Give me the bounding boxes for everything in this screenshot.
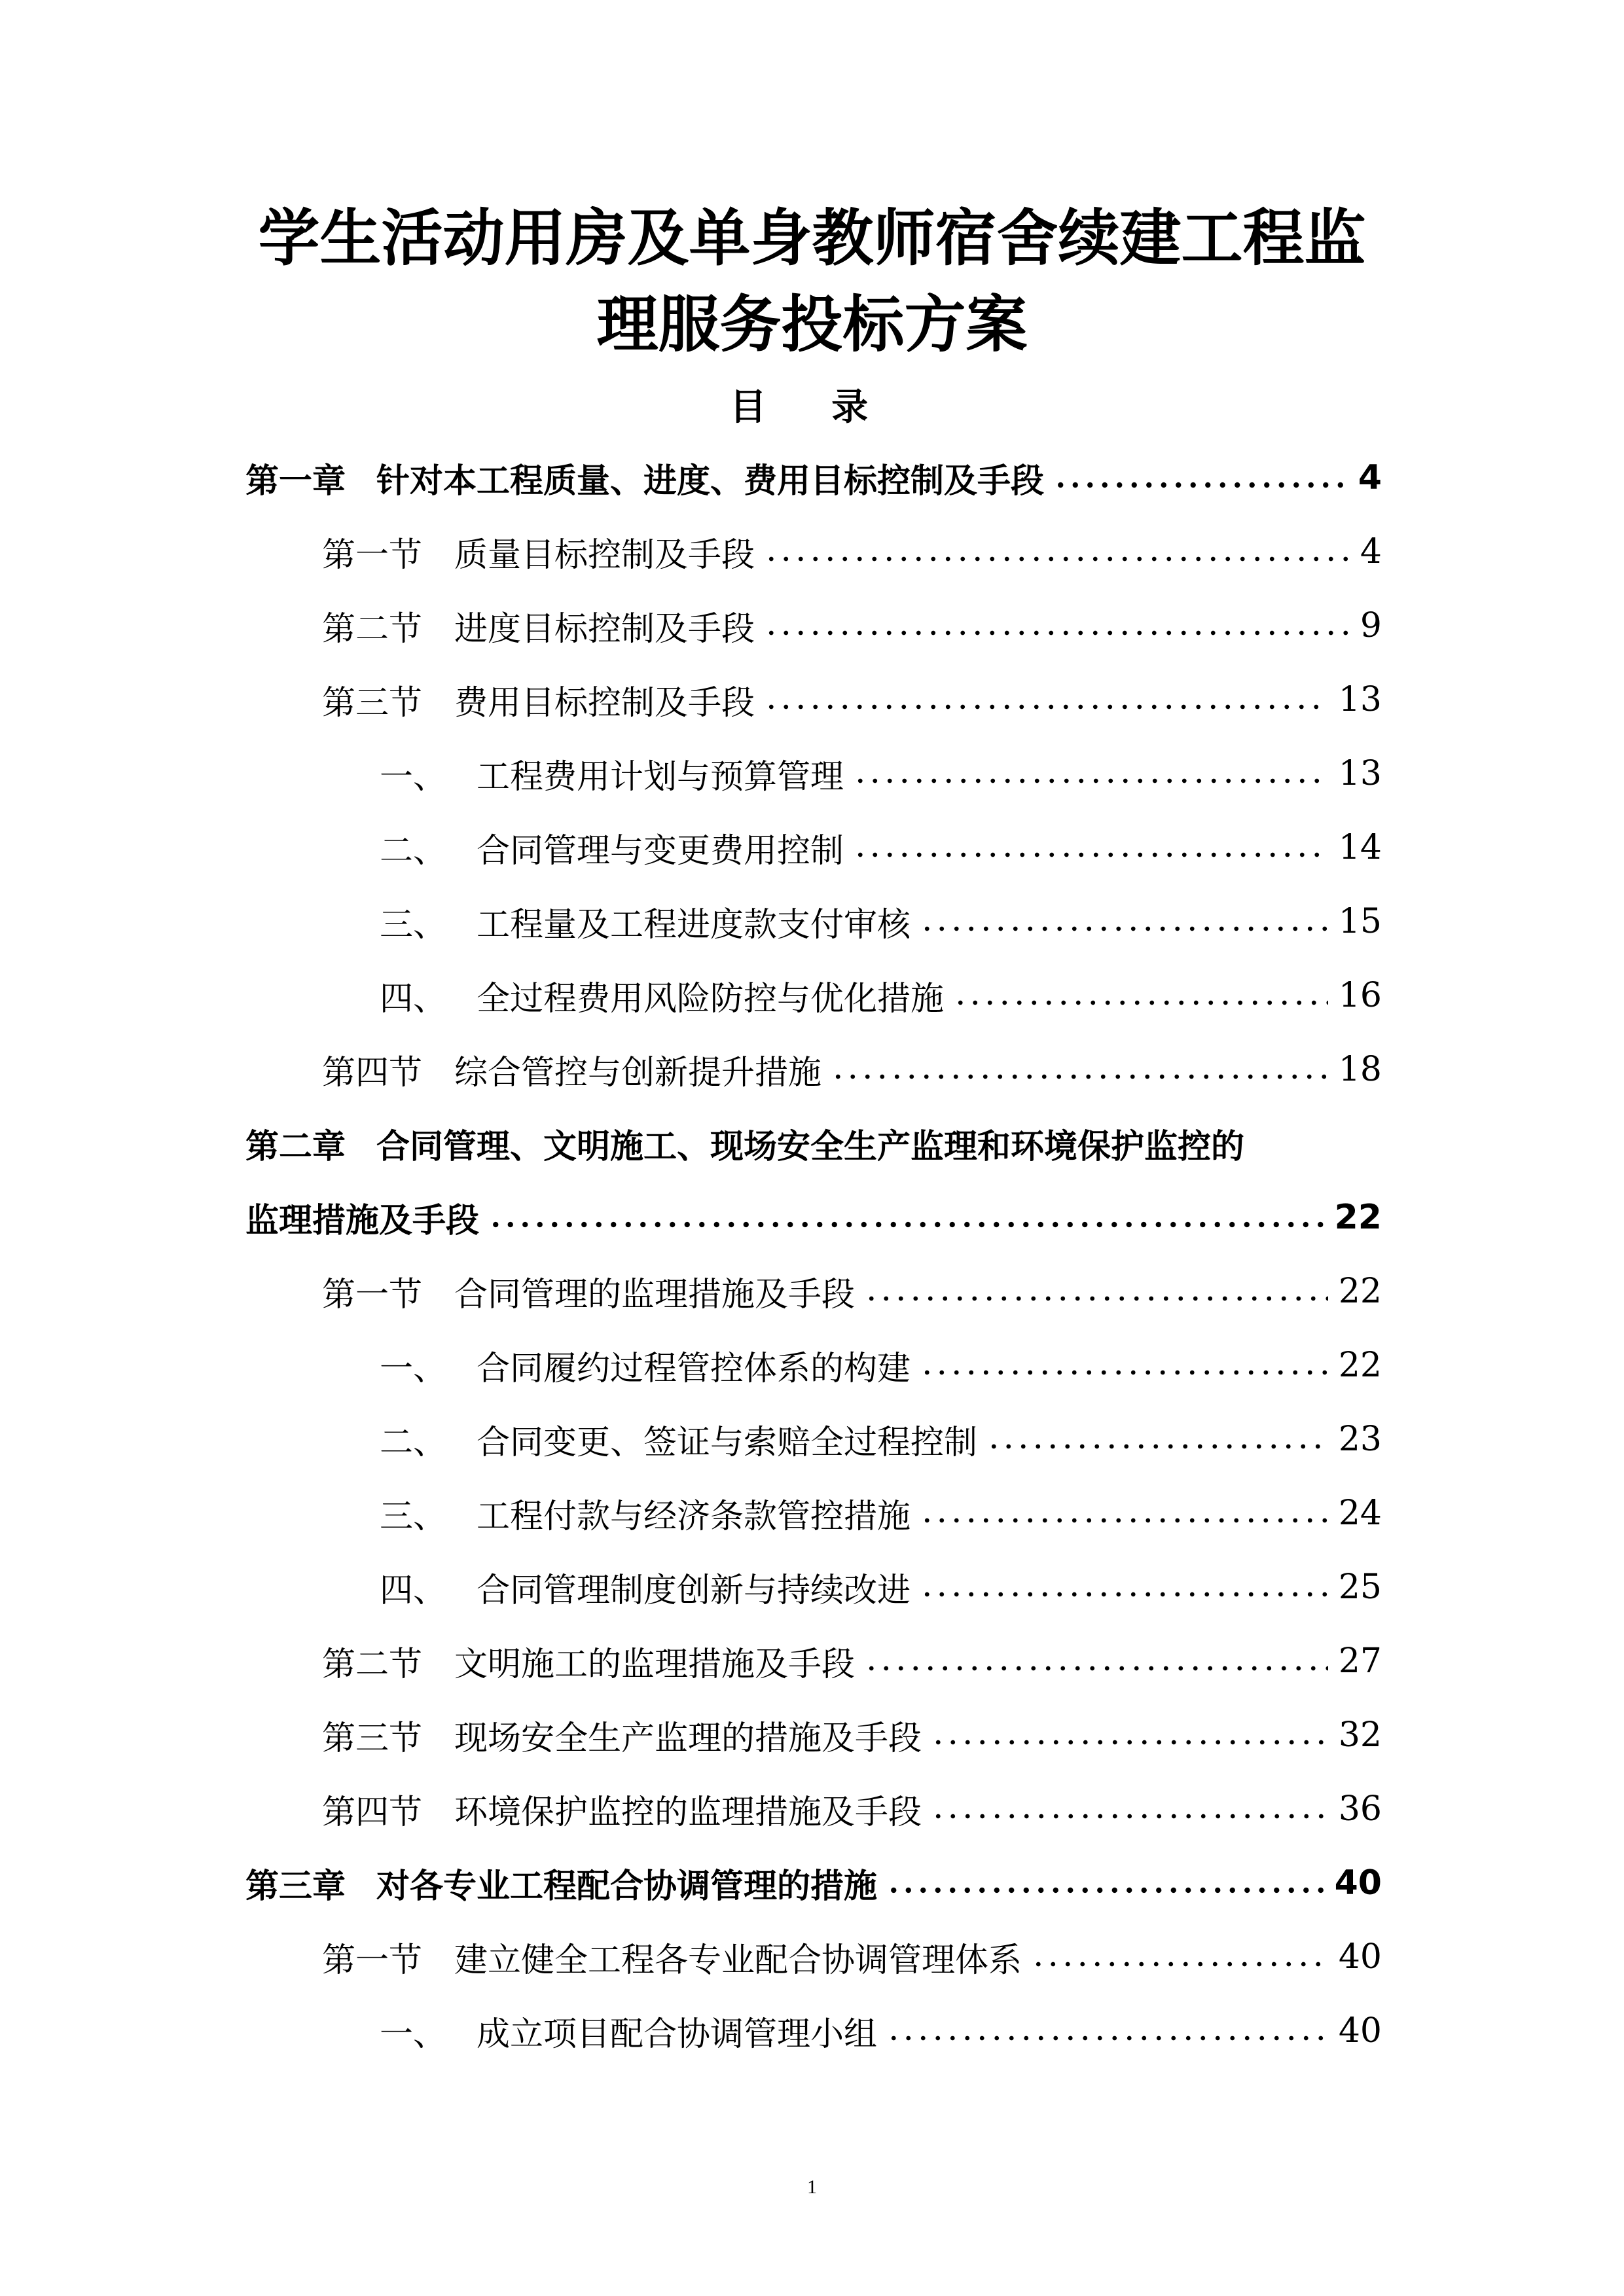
toc-entry-section[interactable] [0, 1632, 1624, 1691]
toc-entry-number: 四、 [380, 980, 447, 1018]
dot-leader [764, 703, 1328, 711]
toc-entry-text: 全过程费用风险防控与优化措施 [477, 980, 945, 1018]
toc-entry-section[interactable] [0, 1262, 1624, 1321]
toc-entry-section[interactable] [0, 670, 1624, 729]
toc-entry-text: 工程费用计划与预算管理 [477, 758, 844, 797]
toc-entry-number: 第三节 [322, 684, 423, 723]
toc-entry-section[interactable] [0, 1040, 1624, 1099]
toc-entry-text: 工程付款与经济条款管控措施 [477, 1498, 911, 1536]
toc-entry-page: 40 [1334, 1863, 1382, 1903]
toc-entry-number: 二、 [380, 1424, 447, 1462]
toc-entry-text: 成立项目配合协调管理小组 [477, 2015, 878, 2054]
toc-entry-subsection[interactable] [0, 1336, 1624, 1395]
toc-heading: 目 录 [729, 386, 895, 429]
toc-entry-number: 第四节 [322, 1793, 423, 1832]
dot-leader [853, 777, 1328, 785]
toc-entry-number: 第三节 [322, 1719, 423, 1758]
toc-entry-text: 建立健全工程各专业配合协调管理体系 [454, 1941, 1022, 1980]
toc-entry-page: 22 [1338, 1272, 1382, 1311]
toc-entry-text: 进度目标控制及手段 [454, 610, 755, 649]
toc-entry-text: 质量目标控制及手段 [454, 536, 755, 575]
toc-entry-text: 环境保护监控的监理措施及手段 [454, 1793, 922, 1832]
toc-entry-page: 40 [1338, 1937, 1382, 1977]
toc-entry-subsection[interactable] [0, 892, 1624, 951]
toc-entry-number: 第三章 [245, 1867, 346, 1906]
toc-entry-text: 工程量及工程进度款支付审核 [477, 906, 911, 944]
dot-leader [1053, 481, 1348, 489]
toc-entry-text: 文明施工的监理措施及手段 [454, 1645, 856, 1684]
toc-entry-page: 27 [1338, 1641, 1382, 1681]
toc-entry-text: 现场安全生产监理的措施及手段 [454, 1719, 922, 1758]
dot-leader [920, 1516, 1328, 1524]
toc-entry-page: 23 [1338, 1420, 1382, 1459]
dot-leader [886, 1886, 1324, 1894]
toc-entry-number: 二、 [380, 832, 447, 870]
toc-entry-page: 14 [1338, 828, 1382, 867]
toc-entry-subsection[interactable] [0, 744, 1624, 803]
dot-leader [931, 1738, 1328, 1746]
toc-entry-number: 第一节 [322, 536, 423, 575]
toc-entry-chapter-3[interactable] [0, 1854, 1624, 1912]
dot-leader [1031, 1960, 1328, 1968]
toc-entry-text: 合同管理制度创新与持续改进 [477, 1571, 911, 1610]
toc-entry-subsection[interactable] [0, 1558, 1624, 1617]
dot-leader [831, 1073, 1328, 1081]
dot-leader [864, 1664, 1328, 1672]
toc-entry-page: 4 [1360, 532, 1382, 571]
dot-leader [920, 1369, 1328, 1376]
toc-entry-page: 13 [1338, 680, 1382, 719]
toc-entry-page: 32 [1338, 1715, 1382, 1755]
toc-entry-section[interactable] [0, 596, 1624, 655]
toc-entry-subsection[interactable] [0, 1410, 1624, 1469]
dot-leader [853, 851, 1328, 859]
toc-entry-number: 一、 [380, 2015, 447, 2054]
dot-leader [488, 1221, 1324, 1229]
toc-entry-chapter-2-line-2[interactable] [0, 1188, 1624, 1247]
toc-entry-text: 合同管理与变更费用控制 [477, 832, 844, 870]
toc-entry-page: 36 [1338, 1789, 1382, 1829]
toc-entry-number: 一、 [380, 758, 447, 797]
toc-entry-section[interactable] [0, 1928, 1624, 1986]
document-title-line-2: 理服务投标方案 [596, 289, 1028, 361]
toc-entry-text: 费用目标控制及手段 [454, 684, 755, 723]
toc-entry-chapter-1[interactable] [0, 448, 1624, 507]
dot-leader [764, 555, 1350, 563]
toc-entry-text: 合同管理、文明施工、现场安全生产监理和环境保护监控的 [376, 1128, 1245, 1166]
toc-entry-section[interactable] [0, 522, 1624, 581]
toc-entry-text: 针对本工程质量、进度、费用目标控制及手段 [376, 462, 1045, 501]
toc-entry-text: 综合管控与创新提升措施 [454, 1054, 822, 1092]
toc-entry-number: 一、 [380, 1350, 447, 1388]
dot-leader [764, 629, 1350, 637]
toc-entry-number: 第四节 [322, 1054, 423, 1092]
toc-entry-page: 13 [1338, 754, 1382, 793]
toc-entry-page: 25 [1338, 1568, 1382, 1607]
toc-entry-page: 22 [1338, 1346, 1382, 1385]
toc-entry-page: 15 [1338, 902, 1382, 941]
toc-entry-page: 4 [1358, 458, 1382, 497]
dot-leader [931, 1812, 1328, 1820]
toc-entry-page: 40 [1338, 2011, 1382, 2051]
toc-entry-subsection[interactable] [0, 818, 1624, 877]
toc-entry-number: 第一章 [245, 462, 346, 501]
toc-entry-text: 对各专业工程配合协调管理的措施 [376, 1867, 878, 1906]
toc-entry-number: 第二章 [245, 1128, 346, 1166]
toc-entry-page: 24 [1338, 1494, 1382, 1533]
dot-leader [986, 1443, 1328, 1450]
toc-entry-text: 监理措施及手段 [245, 1202, 480, 1240]
toc-entry-number: 三、 [380, 1498, 447, 1536]
page-number: 1 [807, 2176, 817, 2198]
toc-entry-subsection[interactable] [0, 2001, 1624, 2060]
toc-entry-section[interactable] [0, 1780, 1624, 1839]
toc-entry-number: 第一节 [322, 1941, 423, 1980]
toc-entry-number: 第一节 [322, 1276, 423, 1314]
dot-leader [953, 999, 1328, 1007]
toc-entry-page: 9 [1360, 606, 1382, 645]
toc-entry-text: 合同管理的监理措施及手段 [454, 1276, 856, 1314]
dot-leader [920, 1590, 1328, 1598]
toc-entry-text: 合同变更、签证与索赔全过程控制 [477, 1424, 978, 1462]
document-title-line-1: 学生活动用房及单身教师宿舍续建工程监 [258, 203, 1366, 274]
toc-entry-page: 16 [1338, 976, 1382, 1015]
dot-leader [864, 1295, 1328, 1302]
toc-entry-text: 合同履约过程管控体系的构建 [477, 1350, 911, 1388]
toc-entry-number: 第二节 [322, 1645, 423, 1684]
toc-entry-subsection[interactable] [0, 966, 1624, 1025]
dot-leader [920, 925, 1328, 933]
toc-entry-chapter-2-line-1[interactable] [245, 1114, 1382, 1173]
toc-entry-number: 三、 [380, 906, 447, 944]
toc-entry-page: 22 [1334, 1198, 1382, 1237]
toc-entry-page: 18 [1338, 1050, 1382, 1089]
toc-entry-section[interactable] [0, 1706, 1624, 1765]
toc-entry-subsection[interactable] [0, 1484, 1624, 1543]
dot-leader [886, 2034, 1328, 2042]
toc-entry-number: 第二节 [322, 610, 423, 649]
toc-entry-number: 四、 [380, 1571, 447, 1610]
